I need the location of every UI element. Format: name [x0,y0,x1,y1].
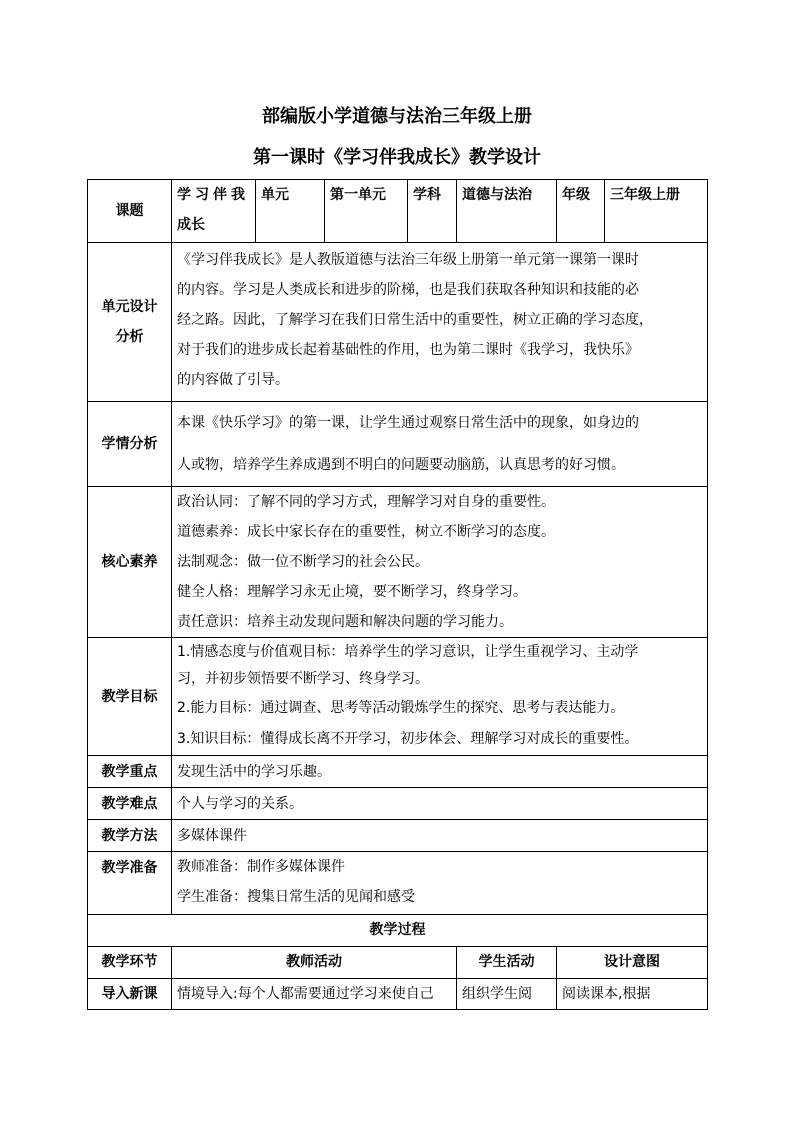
process-col-teacher: 教师活动 [172,947,457,979]
preparation-content [172,852,708,915]
topic-value-line2: 成长 [177,217,205,233]
process-intent: 阅读课本,根据 [557,979,708,1010]
core-literacy-label: 核心素养 [88,487,172,638]
process-teacher: 情境导入:每个人都需要通过学习来使自己 [172,979,457,1010]
preparation-row [88,852,708,915]
key-point-value: 发现生活中的学习乐趣。 [172,756,708,788]
process-stage: 导入新课 [88,979,172,1010]
key-point-label: 教学重点 [88,756,172,788]
unit-analysis-row [88,243,708,402]
core-literacy-line: 法制观念：做一位不断学习的社会公民。 [177,554,429,570]
teaching-goals-content [172,638,708,756]
teaching-goal-line: 3.知识目标：懂得成长离不开学习，初步体会、理解学习对成长的重要性。 [177,731,639,747]
learner-analysis-row [88,402,708,487]
unit-analysis-line: 《学习伴我成长》是人教版道德与法治三年级上册第一单元第一课第一课时 [177,252,639,268]
topic-value-line1: 学习伴我 [177,187,249,203]
core-literacy-line: 健全人格：理解学习永无止境，要不断学习，终身学习。 [177,584,527,600]
core-literacy-line: 责任意识：培养主动发现问题和解决问题的学习能力。 [177,614,513,630]
preparation-teacher: 教师准备：制作多媒体课件 [177,859,345,875]
unit-analysis-label-line1: 单元设计 [101,299,158,315]
unit-analysis-line: 经之路。因此，了解学习在我们日常生活中的重要性，树立正确的学习态度， [177,312,653,328]
process-heading-row [88,915,708,947]
core-literacy-line: 政治认同：了解不同的学习方式，理解学习对自身的重要性。 [177,494,555,510]
learner-analysis-line: 本课《快乐学习》的第一课，让学生通过观察日常生活中的现象，如身边的 [177,415,639,431]
difficulty-row [88,788,708,820]
preparation-label: 教学准备 [88,852,172,915]
learner-analysis-label: 学情分析 [88,402,172,487]
unit-analysis-label [88,243,172,402]
teaching-goals-label: 教学目标 [88,638,172,756]
unit-label: 单元 [256,180,325,243]
process-columns-row [88,947,708,979]
unit-analysis-line: 的内容做了引导。 [177,372,289,388]
topic-label: 课题 [88,180,172,243]
method-row [88,820,708,852]
core-literacy-content [172,487,708,638]
teaching-goal-line: 2.能力目标：通过调查、思考等活动锻炼学生的探究、思考与表达能力。 [177,700,625,716]
preparation-student: 学生准备：搜集日常生活的见闻和感受 [177,889,415,905]
subject-label: 学科 [408,180,457,243]
unit-analysis-line: 的内容。学习是人类成长和进步的阶梯，也是我们获取各种知识和技能的必 [177,282,639,298]
process-row [88,979,708,1010]
core-literacy-row [88,487,708,638]
teaching-goal-line: 习，并初步领悟要不断学习、终身学习。 [177,671,429,687]
difficulty-value: 个人与学习的关系。 [172,788,708,820]
unit-analysis-line: 对于我们的进步成长起着基础性的作用，也为第二课时《我学习，我快乐》 [177,342,639,358]
key-point-row [88,756,708,788]
topic-value [172,180,256,243]
process-col-student: 学生活动 [457,947,557,979]
process-student: 组织学生阅 [457,979,557,1010]
unit-analysis-content [172,243,708,402]
lesson-plan-table [87,179,708,1010]
unit-analysis-label-line2: 分析 [115,329,144,345]
info-row [88,180,708,243]
process-col-stage: 教学环节 [88,947,172,979]
document-subtitle: 第一课时《学习伴我成长》教学设计 [253,147,541,168]
core-literacy-line: 道德素养：成长中家长存在的重要性，树立不断学习的态度。 [177,524,555,540]
subject-value: 道德与法治 [457,180,557,243]
learner-analysis-line: 人或物，培养学生养成遇到不明白的问题要动脑筋，认真思考的好习惯。 [177,457,625,473]
document-title: 部编版小学道德与法治三年级上册 [262,106,532,127]
unit-value: 第一单元 [325,180,408,243]
learner-analysis-content [172,402,708,487]
teaching-goals-row [88,638,708,756]
grade-value: 三年级上册 [605,180,708,243]
method-label: 教学方法 [88,820,172,852]
method-value: 多媒体课件 [172,820,708,852]
process-heading: 教学过程 [88,915,708,947]
process-col-intent: 设计意图 [557,947,708,979]
teaching-goal-line: 1.情感态度与价值观目标：培养学生的学习意识，让学生重视学习、主动学 [177,644,639,660]
grade-label: 年级 [557,180,605,243]
difficulty-label: 教学难点 [88,788,172,820]
